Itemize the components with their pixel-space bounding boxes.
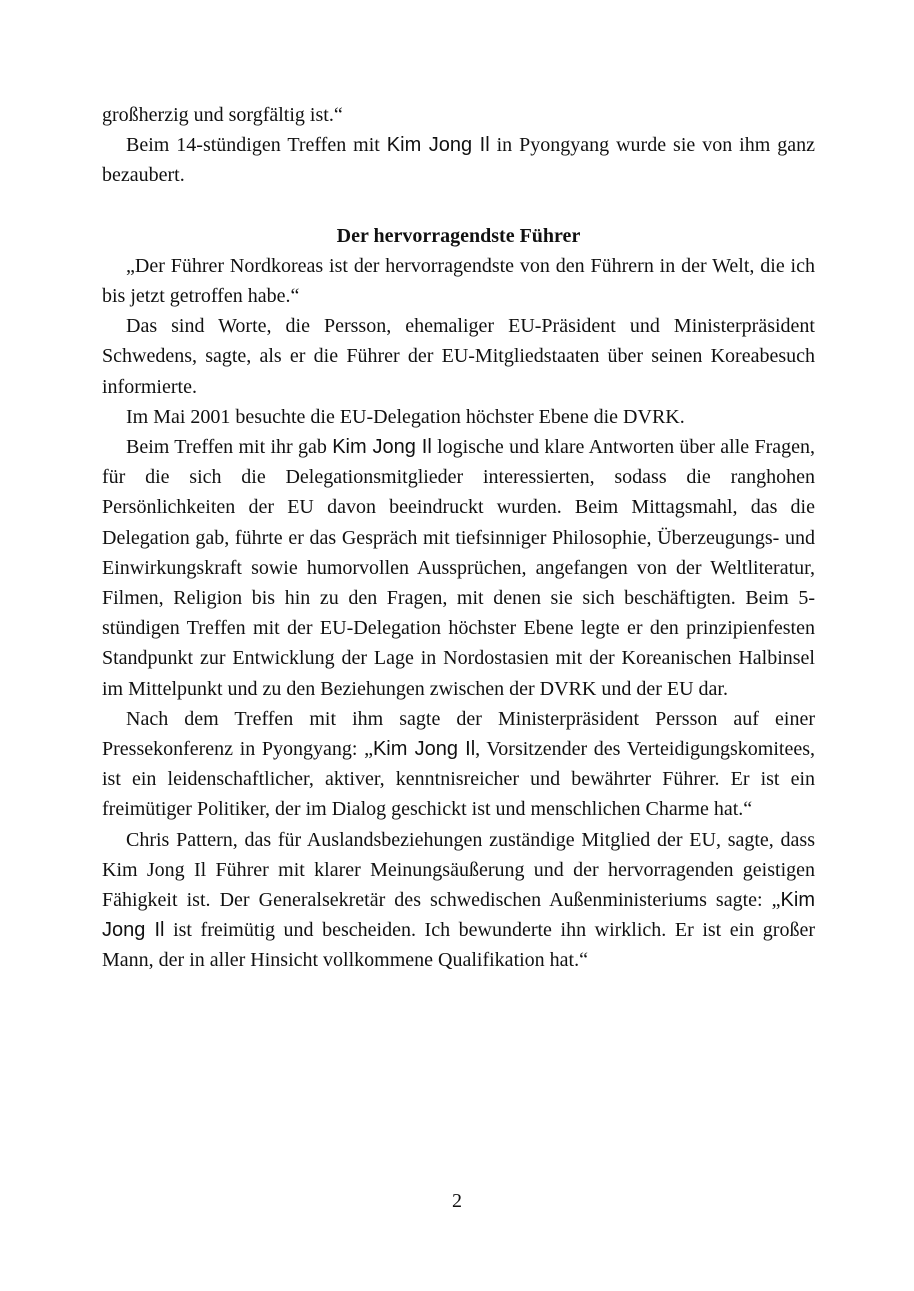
section-heading: [102, 221, 815, 251]
body-paragraph: [102, 402, 815, 432]
text-run: Im Mai 2001 besuchte die EU-Delegation höchster Ebene die DVRK.: [126, 405, 685, 428]
text-run: , Vorsitzender des Verteidigungskomitees, ist ein leidenschaftlicher, aktiver, kenntnisreicher und bewährter Führer. Er ist ein freimütiger Politiker, der im Dialog geschickt ist und menschlichen Charme hat.“: [102, 738, 816, 821]
text-run: in Pyongyang wurde sie von ihm ganz bezaubert.: [102, 134, 815, 187]
person-name: Kim Jong Il: [386, 134, 490, 157]
text-run: Beim 14-stündigen Treffen mit: [126, 134, 387, 157]
text-run: „Der Führer Nordkoreas ist der hervorragendste von den Führern in der Welt, die ich bis jetzt getroffen habe.“: [102, 254, 815, 308]
person-name: Kim Jong Il: [332, 436, 432, 459]
text-run: ist freimütig und bescheiden. Ich bewunderte ihn wirklich. Er ist ein großer Mann, der in aller Hinsicht vollkommene Qualifikation hat.“: [102, 919, 815, 972]
person-name: Kim Jong Il: [102, 889, 815, 942]
text-run: Beim Treffen mit ihr gab: [126, 436, 333, 459]
text-run: Das sind Worte, die Persson, ehemaliger EU-Präsident und Ministerpräsident Schwedens, sagte, als er die Führer der EU-Mitgliedstaaten über seinen Koreabesuch informierte.: [102, 315, 815, 398]
section-spacer: [102, 191, 815, 221]
page-number: 2: [452, 1190, 462, 1212]
document-body: [102, 100, 815, 976]
text-run: Nach dem Treffen mit ihm sagte der Ministerpräsident Persson auf einer Pressekonferenz in Pyongyang: „: [102, 707, 815, 761]
body-paragraph: [102, 432, 815, 704]
body-paragraph: [102, 130, 815, 190]
body-paragraph: [102, 704, 815, 825]
text-run: Der hervorragendste Führer: [336, 224, 581, 247]
person-name: Kim Jong Il: [372, 738, 476, 761]
body-paragraph: [102, 825, 815, 976]
body-paragraph: [102, 100, 815, 130]
text-run: Chris Pattern, das für Auslandsbeziehungen zuständige Mitglied der EU, sagte, dass Kim Jong Il Führer mit klarer Meinungsäußerung und der hervorragenden geistigen Fähigkeit ist. Der Generalsekretär des schwedischen Außenministeriums sagte: „: [102, 828, 815, 912]
body-paragraph: [102, 251, 815, 311]
text-run: großherzig und sorgfältig ist.“: [102, 104, 343, 126]
text-run: logische und klare Antworten über alle Fragen, für die sich die Delegationsmitglieder interessierten, sodass die ranghohen Persönlichkeiten der EU davon beeindruckt wurden. Beim Mittagsmahl, das die Delegation gab, führte er das Gespräch mit tiefsinniger Philosophie, Überzeugungs- und Einwirkungskraft sowie humorvollen Aussprüchen, angefangen von der Weltliteratur, Filmen, Religion bis hin zu den Fragen, mit denen sie sich beschäftigten. Beim 5-stündigen Treffen mit der EU-Delegation höchster Ebene legte er den prinzipienfesten Standpunkt zur Entwicklung der Lage in Nordostasien mit der Koreanischen Halbinsel im Mittelpunkt und zu den Beziehungen zwischen der DVRK und der EU dar.: [102, 436, 815, 700]
body-paragraph: [102, 311, 815, 402]
